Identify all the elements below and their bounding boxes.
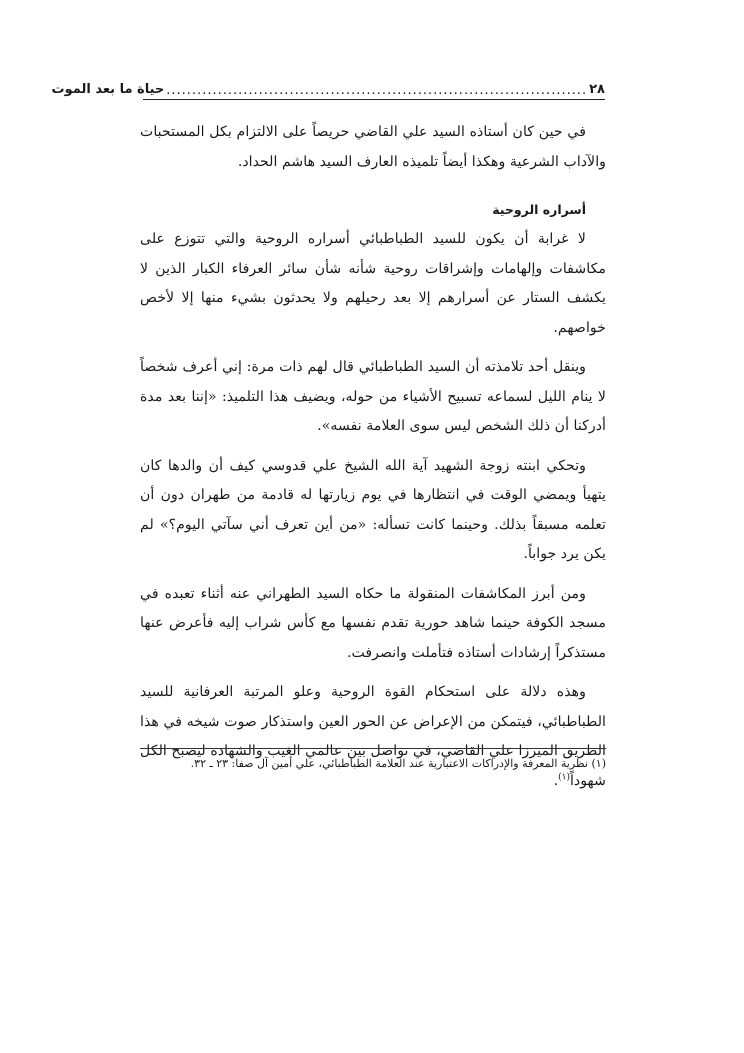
running-header [51,78,605,100]
footnote-text: (١) نظرية المعرفة والإدراكات الاعتبارية عند العلامة الطباطبائي، علي أمين آل صفا: ٢٣ ـ ٣٢. [190,757,606,770]
header-leader-dots: .................................................................................. [166,83,588,98]
paragraph-6-end: . [553,772,559,789]
footnote-area [140,748,606,773]
paragraph-1: في حين كان أستاذه السيد علي القاضي حريصاً على الالتزام بكل المستحبات والآداب الشرعية وهكذا أيضاً تلميذه العارف السيد هاشم الحداد. [140,124,606,170]
paragraph-2: لا غرابة أن يكون للسيد الطباطبائي أسراره الروحية والتي تتوزع على مكاشفات وإلهامات وإشراقات روحية شأنه شأن سائر العرفاء الكبار الذين لا يكشف الستار عن أسرارهم إلا بعد رحيلهم ولا يحدثون بشيء منها إلا لأخص خواصهم. [140,231,606,336]
paragraph-3: وينقل أحد تلامذته أن السيد الطباطبائي قال لهم ذات مرة: إني أعرف شخصاً لا ينام الليل لسماعه تسبيح الأشياء من حوله، ويضيف هذا التلميذ: «إننا بعد مدة أدركنا أن ذلك الشخص ليس سوى العلامة نفسه». [140,359,606,434]
main-text [140,118,606,806]
footnote-divider [140,748,606,749]
footnote-reference: (١) [558,771,570,782]
book-title: حياة ما بعد الموت [51,82,165,97]
paragraph-6-text: وهذه دلالة على استحكام القوة الروحية وعلو المرتبة العرفانية للسيد الطباطبائي، فيتمكن من الإعراض عن الحور العين واستذكار صوت شيخه في هذا الطريق الميرزا علي القاضي، في تواصل بين عالمي الغيب والشهادة ليصبح الكل شهوداً [140,684,606,789]
paragraph-6 [140,678,606,796]
page-number: ٢٨ [589,82,605,97]
paragraph-4: وتحكي ابنته زوجة الشهيد آية الله الشيخ علي قدوسي كيف أن والدها كان يتهيأ ويمضي الوقت في انتظارها في يوم زيارتها له قادمة من طهران دون أن تعلمه مسبقاً بذلك. وحينما كانت تسأله: «من أين تعرف أني سآتي اليوم؟» لم يكن يرد جواباً. [140,457,606,562]
section-heading: أسراره الروحية [492,202,586,217]
paragraph-5: ومن أبرز المكاشفات المنقولة ما حكاه السيد الطهراني عنه أثناء تعبده في مسجد الكوفة حينما شاهد حورية تقدم نفسها مع كأس شراب إليه فأعرض عنها مستذكراً إرشادات أستاذه فتأملت وانصرفت. [140,585,606,661]
